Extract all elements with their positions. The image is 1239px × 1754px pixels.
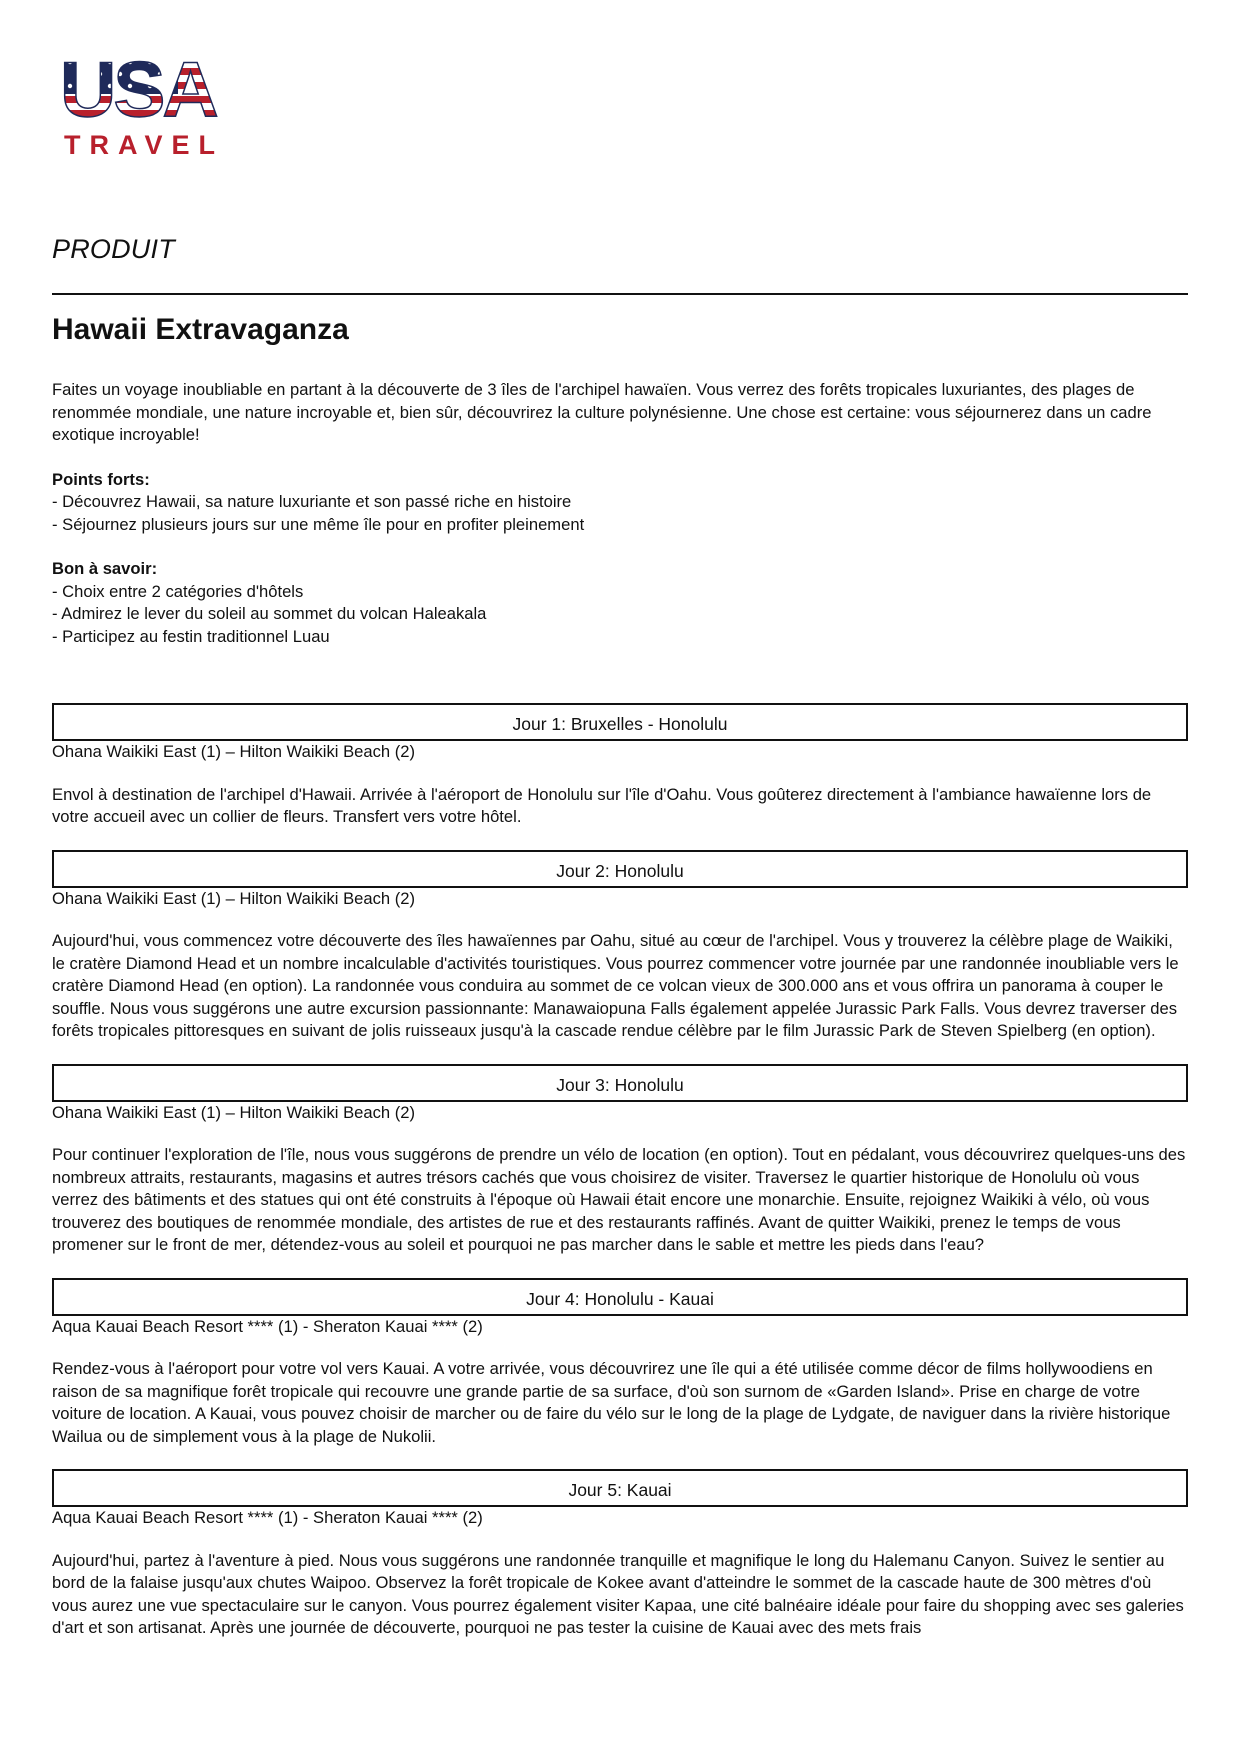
usa-travel-logo xyxy=(60,54,270,164)
day-hotels: Ohana Waikiki East (1) – Hilton Waikiki Beach (2) xyxy=(52,1102,416,1122)
spacer xyxy=(52,670,1188,703)
day-description: Rendez-vous à l'aéroport pour votre vol vers Kauai. A votre arrivée, vous découvrirez une île qui a été utilisée comme décor de films hollywoodiens en raison de sa magnifique forêt tropicale qui recouvre une grande partie de sa surface, d'où son surnom de «Garden Island». Prise en charge de votre voiture de location. A Kauai, vous pouvez choisir de marcher ou de faire du vélo sur le long de la plage de Lydgate, de naviguer dans la rivière historique Wailua ou de simplement vous à la plage de Nukolii. xyxy=(52,1359,1171,1446)
day-title-box: Jour 4: Honolulu - Kauai xyxy=(52,1278,1188,1316)
good-to-know-item: - Participez au festin traditionnel Luau xyxy=(52,626,330,646)
highlights-heading: Points forts: xyxy=(52,469,150,489)
day-section xyxy=(52,1064,1188,1257)
day-title-box: Jour 5: Kauai xyxy=(52,1469,1188,1507)
day-description: Aujourd'hui, partez à l'aventure à pied. Nous vous suggérons une randonnée tranquille et magnifique le long du Halemanu Canyon. Suivez le sentier au bord de la falaise jusqu'aux chutes Waipoo. Observez la forêt tropicale de Kokee avant d'atteindre le sommet de la cascade haute de 300 mètres d'où vous aurez une vue spectaculaire sur le canyon. Vous pourrez également visiter Kapaa, une cité balnéaire idéale pour faire du shopping avec ses galeries d'art et son artisanat. Après une journée de découverte, pourquoi ne pas tester la cuisine de Kauai avec des mets frais xyxy=(52,1550,1184,1637)
day-title-box: Jour 3: Honolulu xyxy=(52,1064,1188,1102)
good-to-know-heading: Bon à savoir: xyxy=(52,559,158,578)
logo-travel-text: TRAVEL xyxy=(64,130,224,160)
intro-paragraph: Faites un voyage inoubliable en partant à la découverte de 3 îles de l'archipel hawaïen. Vous verrez des forêts tropicales luxuriantes, des plages de renommée mondiale, une nature incroyable et, bien sûr, découvrirez la culture polynésienne. Une chose est certaine: vous séjournerez dans un cadre exotique incroyable! xyxy=(52,380,1152,444)
day-section xyxy=(52,703,1188,829)
logo-graphic xyxy=(60,54,270,164)
day-title-box: Jour 2: Honolulu xyxy=(52,850,1188,888)
day-hotels: Aqua Kauai Beach Resort **** (1) - Sheraton Kauai **** (2) xyxy=(52,1508,483,1527)
day-hotels: Ohana Waikiki East (1) – Hilton Waikiki Beach (2) xyxy=(52,742,416,761)
day-description: Pour continuer l'exploration de l'île, nous vous suggérons de prendre un vélo de location (en option). Tout en pédalant, vous découvrirez quelques-uns des nombreux attraits, restaurants, magasins et autres trésors cachés que vous choisirez de visiter. Traversez le quartier historique de Honolulu où vous verrez des bâtiments et des statues qui ont été construits à l'époque où Hawaii était encore une monarchie. Ensuite, rejoignez Waikiki à vélo, où vous trouverez des boutiques de renommée mondiale, des artistes de rue et des restaurants raffinés. Avant de quitter Waikiki, prenez le temps de vous promener sur le front de mer, détendez-vous au soleil et pourquoi ne pas marcher dans le sable et mettre les pieds dans l'eau? xyxy=(52,1145,1186,1254)
day-title-box: Jour 1: Bruxelles - Honolulu xyxy=(52,703,1188,741)
document-body xyxy=(52,379,1188,1661)
section-label: PRODUIT xyxy=(52,234,175,264)
highlight-item: - Découvrez Hawaii, sa nature luxuriante et son passé riche en histoire xyxy=(52,492,572,511)
day-hotels: Aqua Kauai Beach Resort **** (1) - Sheraton Kauai **** (2) xyxy=(52,1316,483,1336)
day-description: Envol à destination de l'archipel d'Hawaii. Arrivée à l'aéroport de Honolulu sur l'île d'Oahu. Vous goûterez directement à l'ambiance hawaïenne lors de votre accueil avec un collier de fleurs. Transfert vers votre hôtel. xyxy=(52,784,1152,826)
good-to-know-item: - Admirez le lever du soleil au sommet du volcan Haleakala xyxy=(52,604,487,623)
day-section xyxy=(52,1469,1188,1640)
highlight-item: - Séjournez plusieurs jours sur une même île pour en profiter pleinement xyxy=(52,514,585,534)
highlights-section xyxy=(52,469,1188,537)
good-to-know-section xyxy=(52,558,1188,648)
day-description: Aujourd'hui, vous commencez votre découverte des îles hawaïennes par Oahu, situé au cœur de l'archipel. Vous y trouverez la célèbre plage de Waikiki, le cratère Diamond Head et un nombre incalculable d'activités touristiques. Vous pourrez commencer votre journée par une randonnée inoubliable vers le cratère Diamond Head (en option). La randonnée vous conduira au sommet de ce volcan vieux de 300.000 ans et vous offrira un panorama à couper le souffle. Nous vous suggérons une autre excursion passionnante: Manawaiopuna Falls également appelée Jurassic Park Falls. Vous devrez traverser des forêts tropicales pittoresques en suivant de jolis ruisseaux jusqu'à la cascade rendue célèbre par le film Jurassic Park de Steven Spielberg (en option). xyxy=(52,931,1179,1040)
day-section xyxy=(52,1278,1188,1449)
good-to-know-item: - Choix entre 2 catégories d'hôtels xyxy=(52,581,304,601)
page-title: Hawaii Extravaganza xyxy=(52,313,349,346)
day-hotels: Ohana Waikiki East (1) – Hilton Waikiki Beach (2) xyxy=(52,888,416,908)
logo-usa-text: USA xyxy=(60,54,216,133)
day-section xyxy=(52,850,1188,1043)
divider xyxy=(52,293,1188,295)
